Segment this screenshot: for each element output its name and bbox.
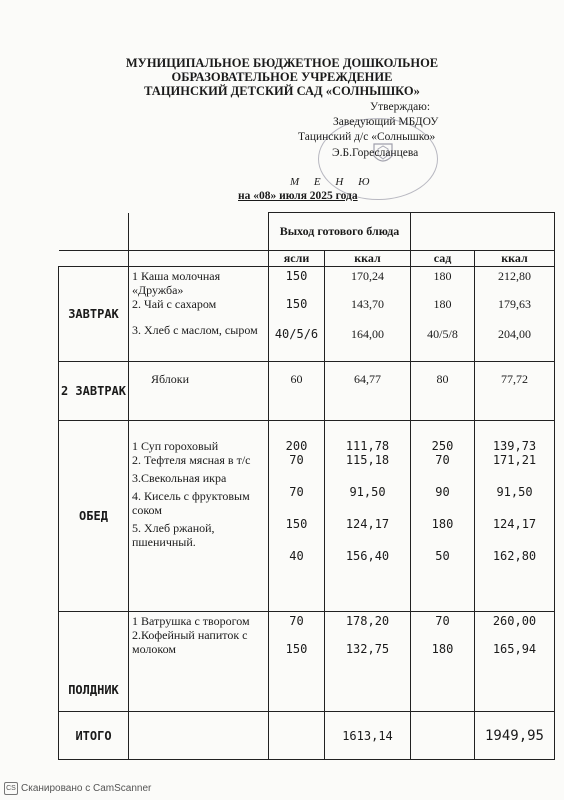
table-row: [59, 362, 555, 421]
yasli-values: [269, 421, 325, 612]
value: 132,75: [345, 642, 390, 656]
approval-line-4: Э.Б.Горесланцева: [332, 147, 419, 159]
kcal2-values: [475, 267, 555, 362]
value: 179,63: [498, 297, 531, 311]
value: 91,50: [349, 485, 386, 499]
total-kcal-1: 1613,14: [325, 712, 411, 760]
value: 115,18: [345, 453, 390, 467]
value: 70: [289, 614, 304, 628]
value: 162,80: [492, 549, 537, 563]
dish-item: 3. Хлеб с маслом, сыром: [132, 323, 258, 337]
value: 165,94: [492, 642, 537, 656]
yasli-values: [269, 267, 325, 362]
value: 90: [435, 485, 450, 499]
header-line-3: ТАЦИНСКИЙ ДЕТСКИЙ САД «СОЛНЫШКО»: [144, 84, 420, 98]
value: 178,20: [345, 614, 390, 628]
yasli-values: [269, 612, 325, 712]
sad-values: [411, 267, 475, 362]
value: 150: [285, 517, 308, 531]
value: 40: [289, 549, 304, 563]
value: 164,00: [351, 327, 384, 341]
sad-values: [411, 612, 475, 712]
kcal2-values: [475, 612, 555, 712]
value: 124,17: [492, 517, 537, 531]
value: 260,00: [492, 614, 537, 628]
value: 91,50: [496, 485, 533, 499]
value: 70: [435, 453, 450, 467]
scanner-footer: [4, 782, 151, 795]
value: 40/5/8: [427, 327, 458, 341]
table-row: [59, 267, 555, 362]
value: 150: [285, 297, 308, 311]
camscanner-icon: CS: [4, 782, 18, 795]
menu-title: М Е Н Ю: [290, 176, 376, 188]
dish-item: 5. Хлеб ржаной, пшеничный.: [132, 521, 215, 549]
table-subheader-row: [59, 251, 555, 267]
col-kcal-1: ккал: [325, 251, 411, 267]
dish-item: 1 Каша молочная «Дружба»: [132, 269, 221, 297]
value: 170,24: [351, 269, 384, 283]
value: 124,17: [345, 517, 390, 531]
dish-item: 3.Свекольная икра: [132, 471, 227, 485]
value: 250: [431, 439, 454, 453]
value: 70: [289, 453, 304, 467]
menu-date: [238, 190, 358, 202]
total-label: ИТОГО: [59, 712, 129, 760]
dish-item: 1 Ватрушка с творогом: [132, 614, 250, 628]
header-output: Выход готового блюда: [269, 213, 411, 251]
table-header-row: [59, 213, 555, 251]
table-row: [59, 421, 555, 612]
col-kcal-2: ккал: [475, 251, 555, 267]
sad-values: [411, 421, 475, 612]
value: 64,77: [325, 362, 411, 421]
value: 150: [285, 642, 308, 656]
approval-line-3: Тацинский д/с «Солнышко»: [298, 131, 436, 143]
value: 150: [285, 269, 308, 283]
value: 80: [411, 362, 475, 421]
header-line-1: МУНИЦИПАЛЬНОЕ БЮДЖЕТНОЕ ДОШКОЛЬНОЕ: [125, 56, 439, 70]
value: 143,70: [351, 297, 384, 311]
value: 70: [289, 485, 304, 499]
total-kcal-2: 1949,95: [475, 712, 555, 760]
dish-list: [129, 362, 269, 421]
value: 212,80: [498, 269, 531, 283]
value: 180: [433, 297, 452, 311]
value: 111,78: [345, 439, 390, 453]
table-row: [59, 612, 555, 712]
dish-list: [129, 612, 269, 712]
value: 200: [285, 439, 308, 453]
meal-name: ПОЛДНИК: [59, 612, 129, 712]
table-total-row: [59, 712, 555, 760]
value: 171,21: [492, 453, 537, 467]
dish-list: [129, 267, 269, 362]
value: 180: [433, 269, 452, 283]
col-yasli: ясли: [269, 251, 325, 267]
value: 40/5/6: [274, 327, 319, 341]
approval-line-1: Утверждаю:: [370, 101, 431, 113]
dish-list: [129, 421, 269, 612]
emblem-icon: [372, 142, 394, 166]
kcal1-values: [325, 612, 411, 712]
dish-item: 2. Чай с сахаром: [132, 297, 217, 311]
menu-table: [58, 212, 555, 760]
value: 204,00: [498, 327, 531, 341]
value: 139,73: [492, 439, 537, 453]
col-sad: сад: [411, 251, 475, 267]
dish-item: 2. Тефтеля мясная в т/с: [132, 453, 251, 467]
value: 180: [431, 642, 454, 656]
kcal2-values: [475, 421, 555, 612]
dish-item: 4. Кисель с фруктовым соком: [132, 489, 250, 517]
kcal1-values: [325, 421, 411, 612]
header-line-2: ОБРАЗОВАТЕЛЬНОЕ УЧРЕЖДЕНИЕ: [171, 70, 393, 84]
value: 180: [431, 517, 454, 531]
value: 60: [269, 362, 325, 421]
meal-name: 2 ЗАВТРАК: [59, 362, 129, 421]
kcal1-values: [325, 267, 411, 362]
dish-item: Яблоки: [151, 372, 190, 386]
value: 70: [435, 614, 450, 628]
meal-name: ЗАВТРАК: [59, 267, 129, 362]
value: 156,40: [345, 549, 390, 563]
meal-name: ОБЕД: [59, 421, 129, 612]
value: 50: [435, 549, 450, 563]
menu-date-text: на «08» июля 2025 года: [238, 190, 358, 202]
value: 77,72: [475, 362, 555, 421]
approval-line-2: Заведующий МБДОУ: [333, 116, 439, 128]
dish-item: 1 Суп гороховый: [132, 439, 219, 453]
footer-text: Сканировано с CamScanner: [21, 783, 152, 795]
dish-item: 2.Кофейный напиток с молоком: [132, 628, 248, 656]
